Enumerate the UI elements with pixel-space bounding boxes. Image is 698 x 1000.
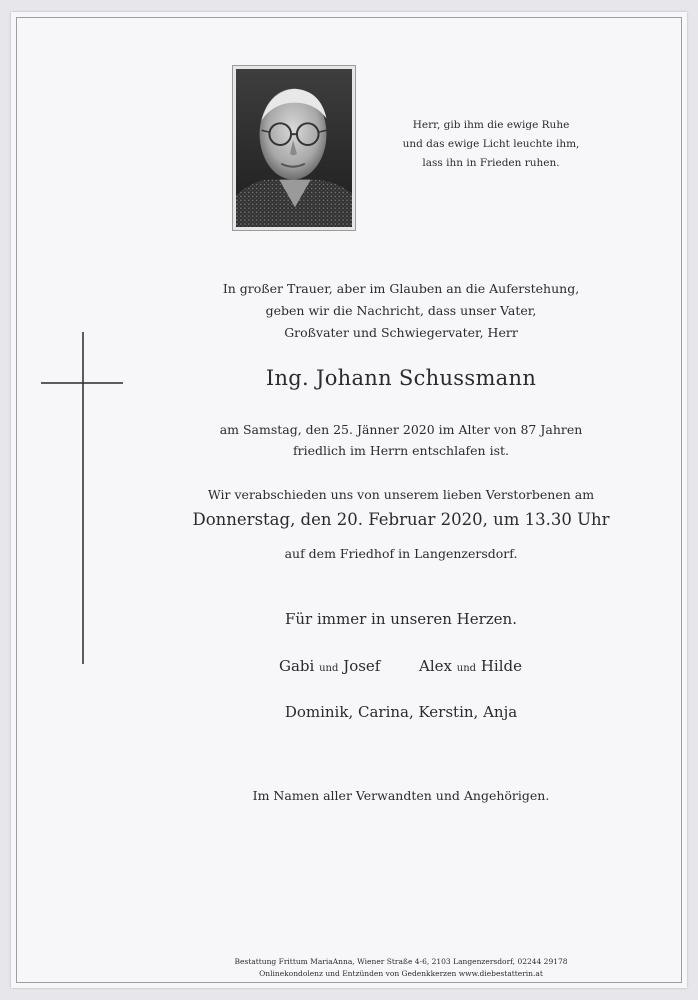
family-name: Hilde xyxy=(480,657,522,675)
name-connector: und xyxy=(319,663,339,674)
prayer-verse xyxy=(396,116,586,173)
farewell-intro xyxy=(161,484,641,505)
intro-line: In großer Trauer, aber im Glauben an die Auferstehung, xyxy=(222,281,580,296)
farewell-intro-line: Wir verabschieden uns von unserem lieben Verstorbenen am xyxy=(207,487,595,502)
family-couple xyxy=(279,657,380,675)
portrait-image xyxy=(236,69,352,227)
verse-line: Herr, gib ihm die ewige Ruhe xyxy=(412,119,570,131)
family-name: Gabi xyxy=(279,657,315,675)
footer-website: Onlinekondolenz und Entzünden von Gedenkkerzen www.diebestatterin.at xyxy=(259,969,543,978)
announcement-intro xyxy=(201,278,601,344)
funeral-date: Donnerstag, den 20. Februar 2020, um 13.30 Uhr xyxy=(192,510,610,529)
family-name: Alex xyxy=(419,657,452,675)
family-name: Josef xyxy=(343,657,381,675)
grandchildren-names: Dominik, Carina, Kerstin, Anja xyxy=(284,703,518,721)
family-couple xyxy=(419,657,522,675)
verse-line: lass ihn in Frieden ruhen. xyxy=(422,157,560,169)
name-connector: und xyxy=(456,663,477,674)
memorial-motto: Für immer in unseren Herzen. xyxy=(284,610,517,628)
footer-address: Bestattung Frittum MariaAnna, Wiener Straße 4-6, 2103 Langenzersdorf, 02244 29178 xyxy=(234,957,568,966)
closing-line: Im Namen aller Verwandten und Angehörigen. xyxy=(252,788,550,803)
intro-line: Großvater und Schwiegervater, Herr xyxy=(284,325,518,340)
obituary-sheet xyxy=(11,12,687,988)
death-notice-line: am Samstag, den 25. Jänner 2020 im Alter von 87 Jahren xyxy=(219,422,583,437)
portrait-photo xyxy=(232,65,356,231)
death-notice-line: friedlich im Herrn entschlafen ist. xyxy=(293,443,509,458)
funeral-place: auf dem Friedhof in Langenzersdorf. xyxy=(284,546,518,561)
cross-icon xyxy=(41,332,123,664)
deceased-name: Ing. Johann Schussmann xyxy=(265,366,537,390)
intro-line: geben wir die Nachricht, dass unser Vater, xyxy=(265,303,537,318)
death-notice xyxy=(181,419,621,461)
funeral-home-footer xyxy=(161,956,641,980)
verse-line: und das ewige Licht leuchte ihm, xyxy=(402,138,580,150)
